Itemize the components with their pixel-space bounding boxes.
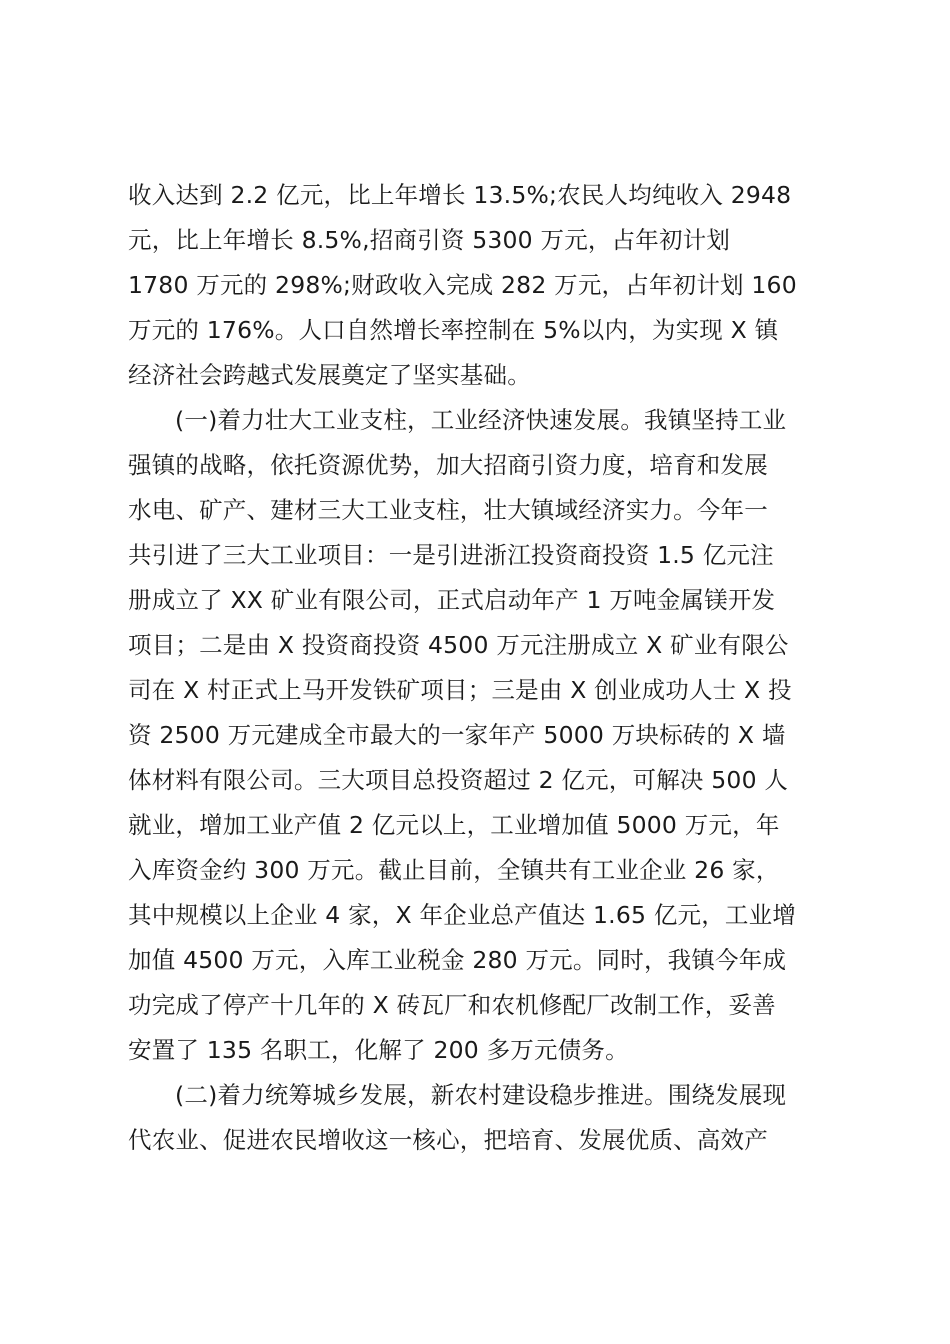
text-line-16: 入库资金约 300 万元。截止目前，全镇共有工业企业 26 家， bbox=[128, 856, 780, 884]
text-line-1: 收入达到 2.2 亿元，比上年增长 13.5%;农民人均纯收入 2948 bbox=[128, 181, 792, 209]
text-line-10: 册成立了 XX 矿业有限公司，正式启动年产 1 万吨金属镁开发 bbox=[128, 586, 776, 614]
text-line-12: 司在 X 村正式上马开发铁矿项目；三是由 X 创业成功人士 X 投 bbox=[128, 676, 792, 704]
paragraph-heading-1: (一)着力壮大工业支柱，工业经济快速发展。我镇坚持工业 bbox=[175, 406, 787, 434]
paragraph-heading-2: (二)着力统筹城乡发展，新农村建设稳步推进。围绕发展现 bbox=[175, 1081, 787, 1109]
text-line-19: 功完成了停产十几年的 X 砖瓦厂和农机修配厂改制工作，妥善 bbox=[128, 991, 776, 1019]
text-line-14: 体材料有限公司。三大项目总投资超过 2 亿元，可解决 500 人 bbox=[128, 766, 789, 794]
text-line-5: 经济社会跨越式发展奠定了坚实基础。 bbox=[128, 361, 531, 389]
text-line-3: 1780 万元的 298%;财政收入完成 282 万元，占年初计划 160 bbox=[128, 271, 797, 299]
text-line-2: 元，比上年增长 8.5%,招商引资 5300 万元，占年初计划 bbox=[128, 226, 731, 254]
text-line-22: 代农业、促进农民增收这一核心，把培育、发展优质、高效产 bbox=[128, 1126, 768, 1154]
text-line-11: 项目；二是由 X 投资商投资 4500 万元注册成立 X 矿业有限公 bbox=[128, 631, 789, 659]
text-line-20: 安置了 135 名职工，化解了 200 多万元债务。 bbox=[128, 1036, 629, 1064]
text-line-9: 共引进了三大工业项目：一是引进浙江投资商投资 1.5 亿元注 bbox=[128, 541, 774, 569]
text-line-15: 就业，增加工业产值 2 亿元以上，工业增加值 5000 万元，年 bbox=[128, 811, 780, 839]
text-line-7: 强镇的战略，依托资源优势，加大招商引资力度，培育和发展 bbox=[128, 451, 768, 479]
text-line-4: 万元的 176%。人口自然增长率控制在 5%以内，为实现 X 镇 bbox=[128, 316, 779, 344]
text-line-13: 资 2500 万元建成全市最大的一家年产 5000 万块标砖的 X 墙 bbox=[128, 721, 786, 749]
text-line-18: 加值 4500 万元，入库工业税金 280 万元。同时，我镇今年成 bbox=[128, 946, 787, 974]
text-line-17: 其中规模以上企业 4 家，X 年企业总产值达 1.65 亿元，工业增 bbox=[128, 901, 797, 929]
text-line-8: 水电、矿产、建材三大工业支柱，壮大镇域经济实力。今年一 bbox=[128, 496, 768, 524]
